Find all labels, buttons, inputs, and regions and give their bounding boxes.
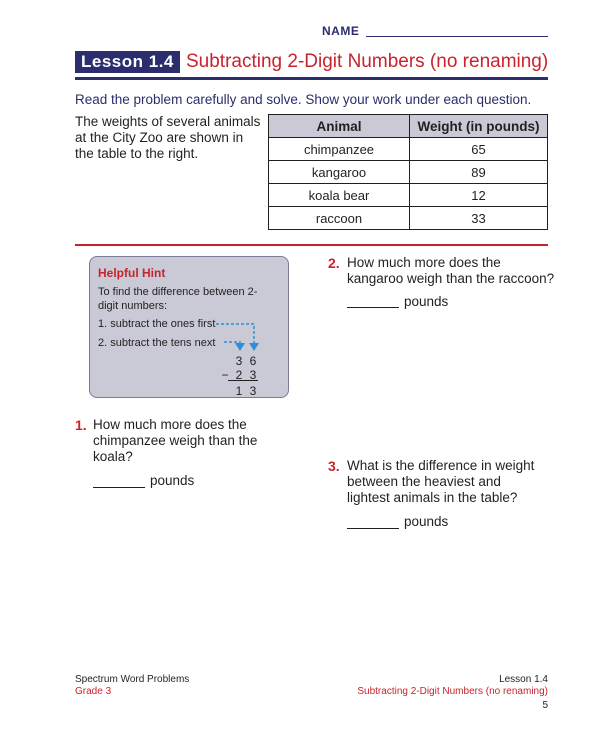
col-header-weight: Weight (in pounds) bbox=[410, 115, 548, 138]
footer-book-title: Spectrum Word Problems bbox=[75, 674, 190, 685]
lesson-badge: Lesson 1.4 bbox=[75, 51, 180, 73]
animal-cell: raccoon bbox=[269, 207, 410, 230]
footer-grade: Grade 3 bbox=[75, 686, 112, 697]
hint-step-ones: 1. subtract the ones first bbox=[98, 318, 216, 330]
question-1-answer-line[interactable] bbox=[93, 487, 145, 488]
question-2-text: How much more does the kangaroo weigh than the raccoon? bbox=[347, 255, 555, 286]
table-header-row bbox=[269, 115, 548, 138]
question-3-unit: pounds bbox=[404, 514, 449, 529]
title-rule bbox=[75, 77, 548, 80]
weight-cell: 33 bbox=[410, 207, 548, 230]
lesson-title: Subtracting 2-Digit Numbers (no renaming) bbox=[186, 51, 549, 72]
hint-digit: 3 bbox=[235, 354, 243, 368]
hint-digit: 2 bbox=[235, 368, 243, 382]
animal-cell: chimpanzee bbox=[269, 138, 410, 161]
hint-digit: 3 bbox=[249, 384, 257, 398]
footer-lesson: Lesson 1.4 bbox=[499, 674, 548, 685]
intro-text: The weights of several animals at the City Zoo are shown in the table to the right. bbox=[75, 114, 261, 161]
hint-digit: 6 bbox=[249, 354, 257, 368]
weight-cell: 65 bbox=[410, 138, 548, 161]
table-row bbox=[269, 207, 548, 230]
hint-digit: 3 bbox=[249, 368, 257, 382]
minus-sign: − bbox=[221, 368, 229, 382]
question-1-text: How much more does the chimpanzee weigh than the koala? bbox=[93, 417, 258, 464]
instructions: Read the problem carefully and solve. Show your work under each question. bbox=[75, 92, 532, 107]
question-3-answer-line[interactable] bbox=[347, 528, 399, 529]
question-3-number: 3. bbox=[328, 458, 340, 474]
hint-text: To find the difference between 2-digit numbers: bbox=[98, 286, 258, 312]
table-row bbox=[269, 161, 548, 184]
footer-topic: Subtracting 2-Digit Numbers (no renaming) bbox=[357, 686, 548, 697]
hint-arrows-icon bbox=[212, 318, 262, 356]
question-3-text: What is the difference in weight between the heaviest and lightest animals in the table? bbox=[347, 458, 535, 505]
section-divider bbox=[75, 244, 548, 246]
question-1-unit: pounds bbox=[150, 473, 195, 488]
col-header-animal: Animal bbox=[269, 115, 410, 138]
hint-digit: 1 bbox=[235, 384, 243, 398]
hint-title: Helpful Hint bbox=[98, 266, 166, 280]
table-row bbox=[269, 138, 548, 161]
hint-answer-rule bbox=[228, 380, 258, 381]
animal-cell: kangaroo bbox=[269, 161, 410, 184]
name-line[interactable] bbox=[366, 36, 548, 37]
weight-cell: 12 bbox=[410, 184, 548, 207]
question-2-number: 2. bbox=[328, 255, 340, 271]
question-1-number: 1. bbox=[75, 417, 87, 433]
weight-cell: 89 bbox=[410, 161, 548, 184]
question-2-unit: pounds bbox=[404, 294, 449, 309]
animal-weight-table bbox=[268, 114, 548, 230]
hint-step-tens: 2. subtract the tens next bbox=[98, 337, 216, 349]
name-label: NAME bbox=[322, 24, 360, 38]
animal-cell: koala bear bbox=[269, 184, 410, 207]
table-row bbox=[269, 184, 548, 207]
page-number: 5 bbox=[542, 700, 548, 711]
question-2-answer-line[interactable] bbox=[347, 307, 399, 308]
